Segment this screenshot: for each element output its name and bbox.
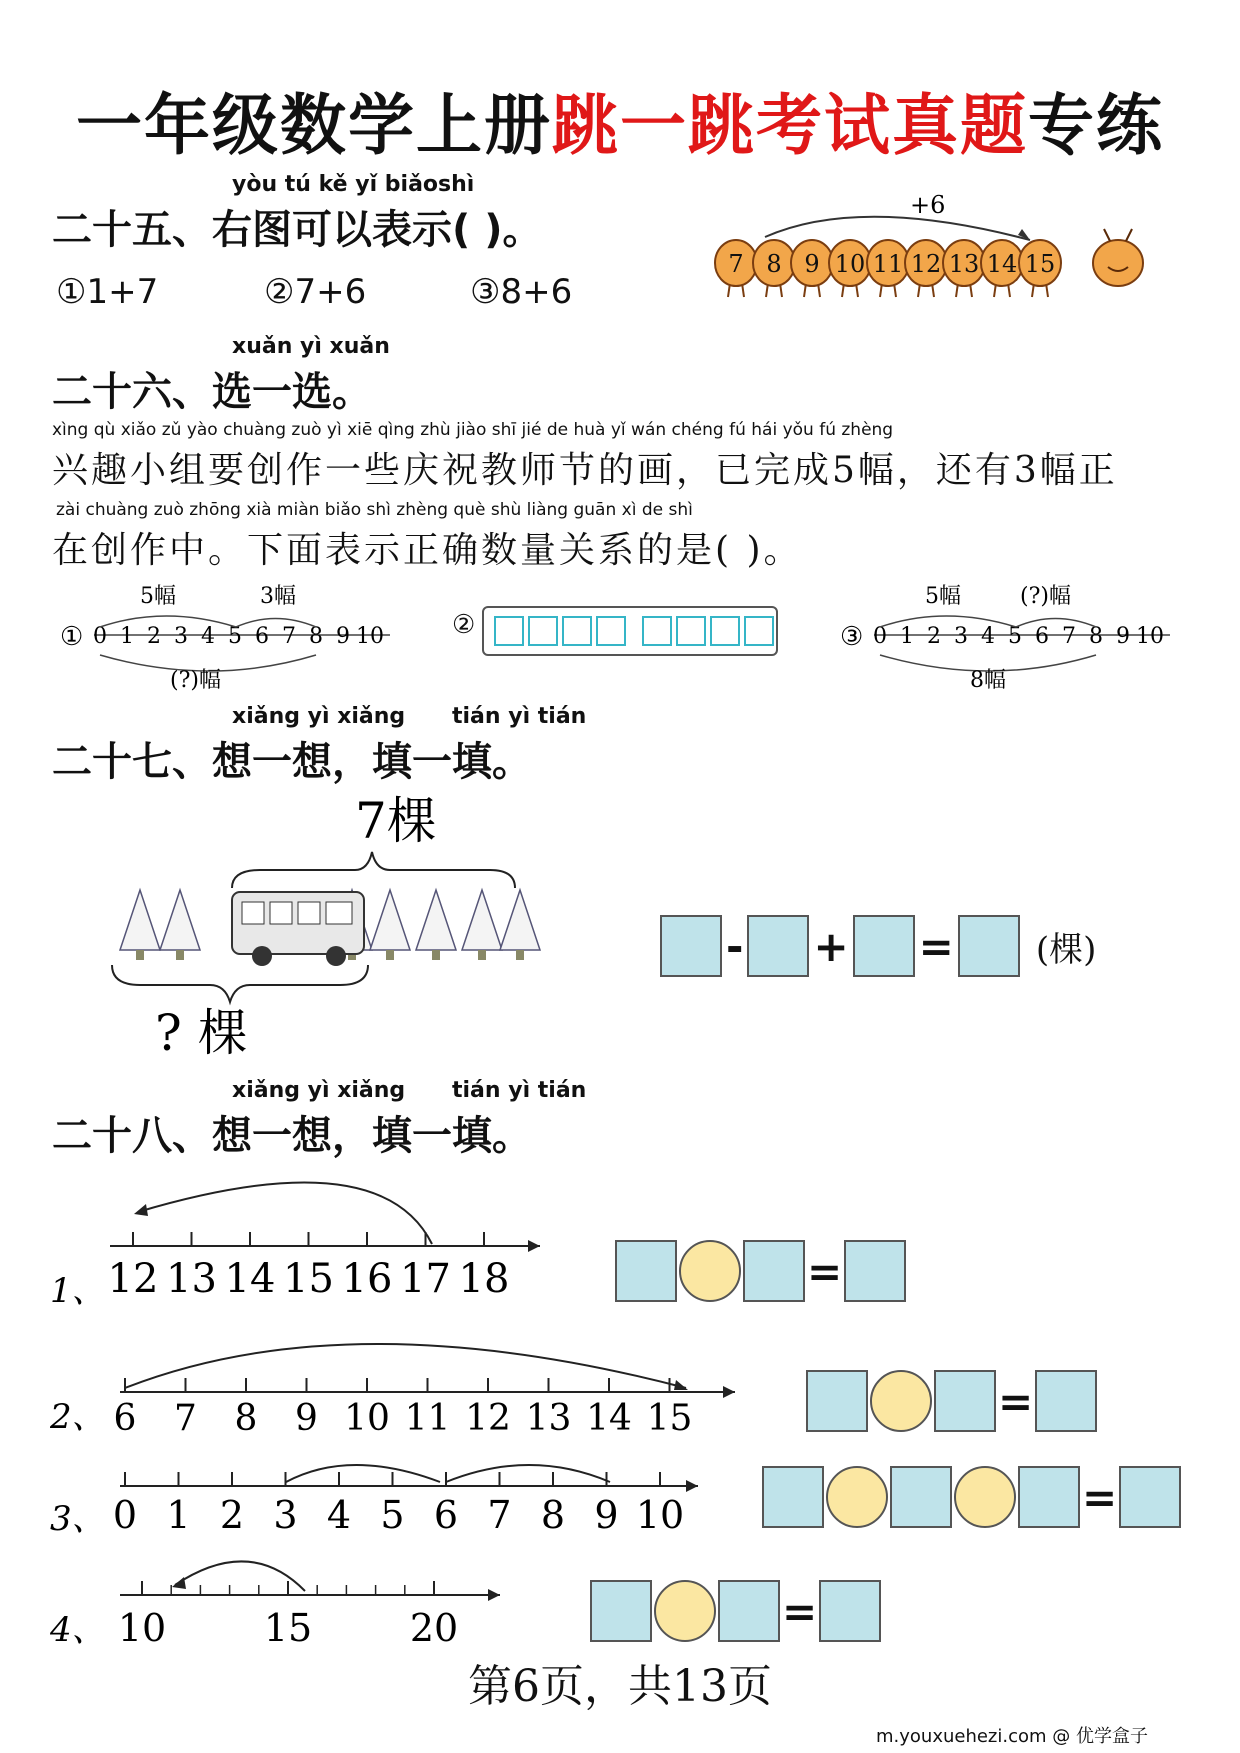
tick-label: 14 — [224, 1256, 276, 1302]
caterpillar-number: 13 — [948, 250, 980, 278]
tick-label: 11 — [404, 1398, 451, 1439]
tick-label: 16 — [341, 1256, 393, 1302]
axis-arrow — [528, 1240, 540, 1252]
answer-box[interactable] — [853, 915, 915, 977]
equals-sign: = — [782, 1586, 818, 1636]
tick-label: 10 — [356, 624, 384, 649]
tick-label: 20 — [409, 1606, 459, 1650]
q26-line2: 在创作中。下面表示正确数量关系的是( )。 — [52, 530, 803, 571]
jump-arrowhead — [674, 1380, 688, 1390]
q27-unit: (棵) — [1035, 929, 1097, 970]
q26-opt1-mark: ① — [60, 622, 84, 652]
tick-label: 7 — [1062, 624, 1076, 649]
tree-trunk-icon — [386, 950, 394, 960]
answer-box[interactable] — [1035, 1370, 1097, 1432]
square — [744, 616, 774, 646]
square — [562, 616, 592, 646]
q28-item3-equation — [762, 1466, 1181, 1528]
tick-labels — [873, 624, 1164, 649]
q25-pinyin: yòu tú kě yǐ biǎoshì — [232, 172, 475, 197]
operator-circle[interactable] — [654, 1580, 716, 1642]
q28-item4-numberline — [50, 1545, 510, 1655]
axis-arrow — [686, 1480, 698, 1492]
tree-trunk-icon — [432, 950, 440, 960]
caterpillar-body — [715, 240, 1061, 297]
answer-box[interactable] — [1018, 1466, 1080, 1528]
square — [642, 616, 672, 646]
answer-box[interactable] — [844, 1240, 906, 1302]
square — [528, 616, 558, 646]
q27-bottom-label: ? 棵 — [155, 1004, 248, 1062]
tick-label: 15 — [263, 1606, 313, 1650]
axis-arrow — [488, 1589, 500, 1601]
tick-label: 5 — [380, 1493, 405, 1537]
tick-label: 18 — [458, 1256, 510, 1302]
tick-labels — [93, 624, 384, 649]
tree-icon — [160, 890, 200, 950]
tick-label: 7 — [282, 624, 296, 649]
bus-wheel-icon — [252, 946, 272, 966]
equals-sign: = — [918, 921, 954, 971]
tick-label: 15 — [646, 1398, 693, 1439]
opt1-top-b: 3幅 — [260, 584, 296, 609]
q28-item1-equation — [615, 1240, 906, 1302]
tick-label: 6 — [113, 1398, 137, 1439]
answer-box[interactable] — [762, 1466, 824, 1528]
title-part1: 一年级数学上册 — [76, 87, 552, 164]
tick-labels — [108, 1232, 510, 1302]
q26-line2-pinyin: zài chuàng zuò zhōng xià miàn biǎo shì zhèng què shù liàng guān xì de shì — [56, 500, 693, 520]
antenna-right-icon — [1126, 229, 1132, 241]
brace-top — [232, 852, 515, 888]
tree-trunk-icon — [176, 950, 184, 960]
jump-arc — [125, 1344, 686, 1388]
bus-icon — [232, 892, 364, 966]
jump-arc — [175, 1561, 305, 1591]
q28-heading: 二十八、想一想，填一填。 — [52, 1113, 532, 1159]
q26-pinyin: xuǎn yì xuǎn — [232, 334, 390, 359]
opt3-top-a: 5幅 — [925, 584, 961, 609]
tick-label: 14 — [586, 1398, 632, 1439]
bus-window-icon — [242, 902, 264, 924]
q25-option-3[interactable]: ③8+6 — [470, 272, 573, 312]
tree-trunk-icon — [136, 950, 144, 960]
bus-window-icon — [298, 902, 320, 924]
tick-label: 6 — [433, 1493, 459, 1537]
answer-box[interactable] — [934, 1370, 996, 1432]
tick-label: 0 — [112, 1493, 138, 1537]
square — [494, 616, 524, 646]
bus-wheel-icon — [326, 946, 346, 966]
q26-line1-pinyin: xìng qù xiǎo zǔ yào chuàng zuò yì xiē qìng zhù jiào shī jié de huà yǐ wán chéng fú hái yǒu fú zhèng — [52, 420, 894, 440]
tick-label: 10 — [117, 1606, 167, 1650]
arc-unknown — [1016, 619, 1096, 628]
caterpillar-number: 15 — [1024, 250, 1056, 278]
tick-label: 17 — [400, 1256, 451, 1302]
tree-icon — [416, 890, 456, 950]
tick-label: 9 — [594, 1493, 619, 1537]
tick-label: 2 — [147, 624, 161, 649]
opt3-top-b: (?)幅 — [1020, 584, 1071, 609]
plus-sign: + — [813, 921, 849, 971]
title-part2: 跳一跳考试真题 — [552, 87, 1028, 164]
brace-bottom — [112, 965, 368, 1002]
q26-heading: 二十六、选一选。 — [52, 369, 372, 415]
square — [596, 616, 626, 646]
q28-item3-numberline — [50, 1438, 710, 1550]
q26-opt2-mark: ② — [452, 610, 476, 640]
tick-label: 1 — [120, 624, 134, 649]
q28-item2-equation — [806, 1370, 1097, 1432]
q28-item2-numberline — [50, 1310, 750, 1440]
item3-label: 3、 — [50, 1499, 106, 1539]
antenna-left-icon — [1104, 229, 1110, 241]
caterpillar-head-icon — [1093, 240, 1143, 286]
tick-label: 9 — [295, 1398, 318, 1439]
tick-label: 7 — [174, 1398, 197, 1439]
tick-label: 15 — [283, 1256, 334, 1302]
answer-box[interactable] — [958, 915, 1020, 977]
tick-label: 10 — [635, 1493, 685, 1537]
q25-jump-label: +6 — [910, 191, 946, 219]
tick-label: 6 — [1035, 624, 1049, 649]
q26-option1-numberline[interactable] — [60, 575, 400, 705]
item1-label: 1、 — [50, 1271, 106, 1310]
tree-icon — [370, 890, 410, 950]
tick-label: 4 — [981, 624, 995, 649]
q25-caterpillar-figure — [700, 185, 1160, 305]
opt3-bottom: 8幅 — [970, 668, 1006, 693]
equals-sign: = — [807, 1246, 843, 1296]
tick-label: 9 — [1116, 624, 1130, 649]
tick-labels — [118, 1581, 458, 1650]
equals-sign: = — [998, 1376, 1034, 1426]
q25-option-2[interactable]: ②7+6 — [264, 272, 367, 312]
answer-box[interactable] — [819, 1580, 881, 1642]
q28-item1-numberline — [50, 1160, 570, 1310]
q28-item4-equation — [590, 1580, 881, 1642]
three-squares — [642, 616, 774, 646]
arc-3 — [236, 619, 316, 628]
operator-circle[interactable] — [954, 1466, 1016, 1528]
answer-box[interactable] — [1119, 1466, 1181, 1528]
five-squares — [494, 616, 626, 646]
tick-label: 2 — [219, 1493, 245, 1537]
minus-sign: - — [726, 921, 744, 971]
tick-label: 12 — [465, 1398, 511, 1439]
q26-line1: 兴趣小组要创作一些庆祝教师节的画，已完成5幅，还有3幅正 — [52, 450, 1118, 491]
watermark: m.youxuehezi.com @ 优学盒子 — [875, 1726, 1148, 1747]
caterpillar-number: 9 — [804, 250, 820, 278]
caterpillar-number: 11 — [872, 250, 904, 278]
tick-label: 13 — [166, 1256, 217, 1302]
q26-opt3-mark: ③ — [840, 622, 864, 652]
q27-pinyin-b: tián yì tián — [452, 704, 587, 729]
jump-arc-1 — [286, 1465, 440, 1482]
opt1-bottom: (?)幅 — [170, 668, 221, 693]
tick-label: 8 — [234, 1398, 258, 1439]
tree-trunk-icon — [478, 950, 486, 960]
bus-window-icon — [270, 902, 292, 924]
operator-circle[interactable] — [826, 1466, 888, 1528]
jump-arrowhead — [172, 1577, 186, 1589]
item2-label: 2、 — [50, 1397, 106, 1437]
page-footer: 第6页，共13页 — [468, 1661, 772, 1712]
operator-circle[interactable] — [679, 1240, 741, 1302]
answer-box[interactable] — [743, 1240, 805, 1302]
answer-box[interactable] — [718, 1580, 780, 1642]
answer-box[interactable] — [747, 915, 809, 977]
q27-figure — [100, 780, 620, 1070]
caterpillar-number: 12 — [910, 250, 942, 278]
tick-label: 0 — [873, 624, 887, 649]
q27-pinyin-a: xiǎng yì xiǎng — [232, 704, 406, 729]
square — [676, 616, 706, 646]
axis-arrow — [723, 1386, 735, 1398]
tick-label: 7 — [487, 1493, 512, 1537]
square — [710, 616, 740, 646]
answer-box[interactable] — [806, 1370, 868, 1432]
q28-pinyin-a: xiǎng yì xiǎng — [232, 1078, 406, 1103]
tick-label: 9 — [336, 624, 350, 649]
tick-label: 4 — [326, 1493, 352, 1537]
answer-box[interactable] — [615, 1240, 677, 1302]
tick-label: 1 — [166, 1493, 191, 1537]
q26-option3-numberline[interactable] — [840, 575, 1180, 705]
tree-trunk-icon — [516, 950, 524, 960]
q27-heading: 二十七、想一想，填一填。 — [52, 739, 532, 785]
jump-arc-2 — [446, 1465, 610, 1482]
tick-label: 10 — [1136, 624, 1164, 649]
tick-labels — [113, 1472, 684, 1537]
answer-box[interactable] — [660, 915, 722, 977]
operator-circle[interactable] — [870, 1370, 932, 1432]
q27-top-label: 7棵 — [355, 792, 437, 850]
tree-icon — [120, 890, 160, 950]
tick-label: 0 — [93, 624, 107, 649]
tick-label: 6 — [255, 624, 269, 649]
jump-arc — [138, 1183, 432, 1244]
caterpillar-number: 10 — [834, 250, 866, 278]
bus-window-icon — [326, 902, 352, 924]
tick-label: 3 — [273, 1493, 298, 1537]
answer-box[interactable] — [890, 1466, 952, 1528]
tick-label: 8 — [540, 1493, 566, 1537]
equals-sign: = — [1082, 1472, 1118, 1522]
tick-label: 8 — [1089, 624, 1103, 649]
tree-icon — [500, 890, 540, 950]
tick-label: 5 — [1008, 624, 1022, 649]
tick-label: 3 — [174, 624, 188, 649]
q25-jump-arc — [765, 217, 1030, 240]
caterpillar-number: 8 — [766, 250, 782, 278]
jump-arrowhead — [134, 1204, 148, 1216]
tick-label: 5 — [228, 624, 242, 649]
title-part3: 专练 — [1028, 87, 1164, 164]
q28-pinyin-b: tián yì tián — [452, 1078, 587, 1103]
q25-heading: 二十五、右图可以表示( )。 — [52, 207, 543, 253]
q27-equation — [660, 915, 1096, 977]
tick-label: 12 — [107, 1256, 159, 1302]
tick-label: 10 — [344, 1398, 390, 1439]
tick-label: 4 — [201, 624, 215, 649]
page-title — [0, 72, 1240, 167]
item4-label: 4、 — [50, 1610, 106, 1650]
q25-option-1[interactable]: ①1+7 — [56, 272, 159, 312]
tick-labels — [114, 1378, 693, 1439]
tick-label: 3 — [954, 624, 968, 649]
opt1-top-a: 5幅 — [140, 584, 176, 609]
tick-label: 2 — [927, 624, 941, 649]
tick-label: 13 — [525, 1398, 572, 1439]
caterpillar-number: 14 — [986, 250, 1018, 278]
tick-label: 1 — [900, 624, 914, 649]
tick-label: 8 — [309, 624, 323, 649]
answer-box[interactable] — [590, 1580, 652, 1642]
caterpillar-number: 7 — [728, 250, 744, 278]
tree-icon — [462, 890, 502, 950]
